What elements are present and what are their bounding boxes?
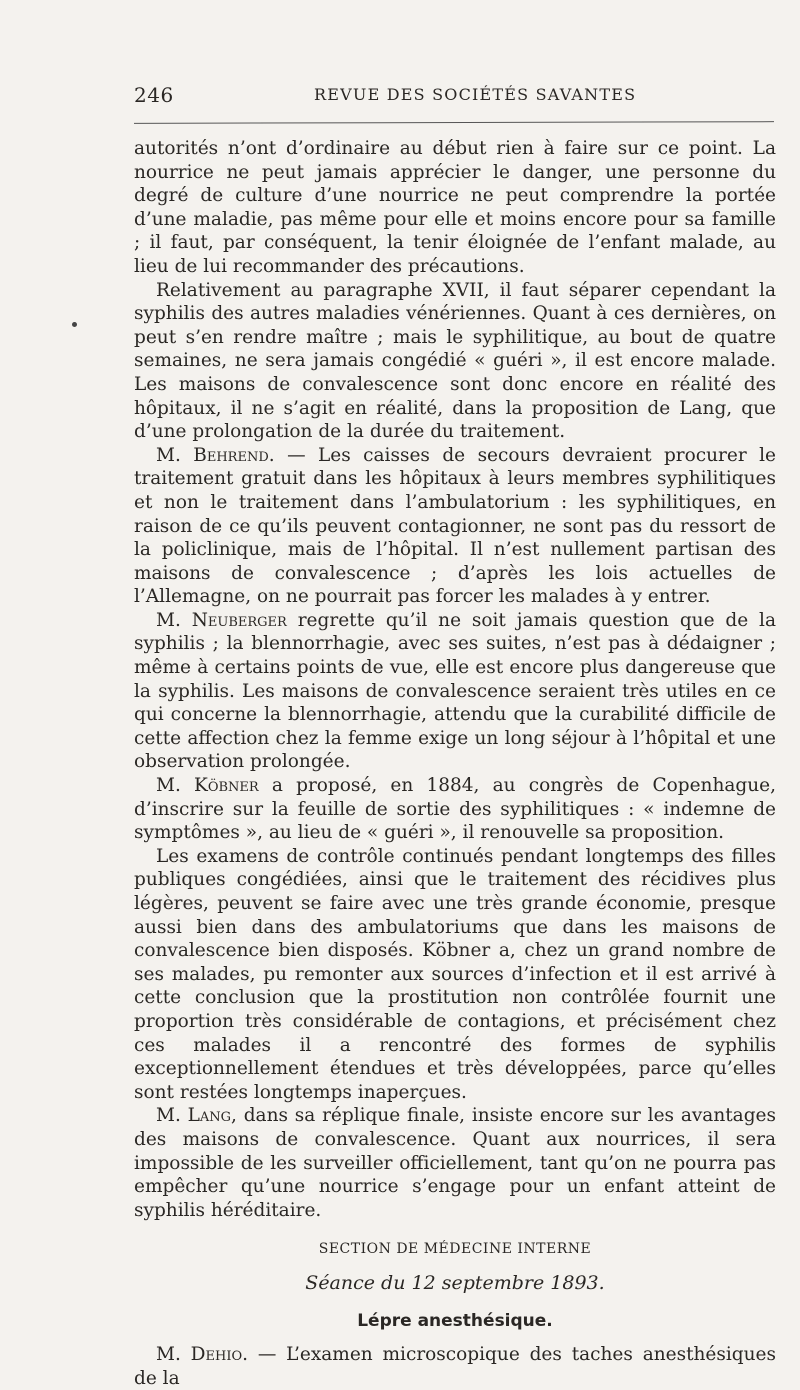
- paragraph-3: [134, 444, 776, 609]
- paragraph-2: Relativement au paragraphe XVII, il faut séparer cependant la syphilis des autres maladies vénériennes. Quant à ces dernières, on peut s’en rendre maître ; mais le syphilitique, au bout de quatre semaines, ne sera jamais congédié « guéri », il est encore malade. Les maisons de convalescence sont donc encore en réalité des hôpitaux, il ne s’agit en réalité, dans la proposition de Lang, que d’une prolongation de la durée du traitement.: [134, 279, 776, 443]
- header-rule: [134, 121, 774, 124]
- body-text: [134, 137, 776, 1390]
- session-date: Séance du 12 septembre 1893.: [305, 1271, 605, 1294]
- paragraph-text: . — Les caisses de secours devraient procurer le traitement gratuit dans les hôpitaux à leurs membres syphilitiques et non le traitement dans l’ambulatorium : les syphilitiques, en raison de ce qu’ils peuvent contagionner, ne sont pas du ressort de la policlinique, mais de l’hôpital. Il n’est nullement partisan des maisons de convalescence ; d’après les lois actuelles de l’Allemagne, on ne pourrait pas forcer les malades à y entrer.: [134, 444, 776, 608]
- subsection-title: Lépre anesthésique.: [357, 1310, 553, 1331]
- margin-dot: [72, 322, 77, 327]
- running-head: REVUE DES SOCIÉTÉS SAVANTES: [314, 85, 637, 104]
- paragraph-text: . — L’examen microscopique des taches anesthésiques de la: [134, 1344, 776, 1389]
- paragraph-8: [134, 1343, 776, 1390]
- paragraph-text: regrette qu’il ne soit jamais question que de la syphilis ; la blennorrhagie, avec ses suites, n’est pas à dédaigner ; même à certains points de vue, elle est encore plus dangereuse que la syphilis. Les maisons de convalescence seraient très utiles en ce qui concerne la blennorrhagie, attendu que la curabilité difficile de cette affection chez la femme exige un long séjour à l’hôpital et une observation prolongée.: [134, 609, 776, 773]
- section-title: SECTION DE MÉDECINE INTERNE: [318, 1241, 592, 1258]
- speaker-name: Köbner: [194, 775, 259, 797]
- speaker-name: Behrend: [193, 444, 269, 466]
- paragraph-6: Les examens de contrôle continués pendant longtemps des filles publiques congédiées, ainsi que le traitement des récidives plus légères, peuvent se faire avec une très grande économie, presque aussi bien dans des ambulatoriums que dans les maisons de convalescence bien disposés. Köbner a, chez un grand nombre de ses malades, pu remonter aux sources d’infection et il est arrivé à cette conclusion que la prostitution non contrôlée fournit une proportion très considérable de contagions, et précisément chez ces malades il a rencontré des formes de syphilis exceptionnellement étendues et très développées, parce qu’elles sont restées longtemps inaperçues.: [134, 845, 776, 1103]
- paragraph-1: autorités n’ont d’ordinaire au début rien à faire sur ce point. La nourrice ne peut jamais apprécier le danger, une personne du degré de culture d’une nourrice ne peut comprendre la portée d’une maladie, pas même pour elle et moins encore pour sa famille ; il faut, par conséquent, la tenir éloignée de l’enfant malade, au lieu de lui recommander des précautions.: [134, 138, 776, 277]
- speaker-name: Lang: [187, 1105, 232, 1127]
- speaker-prefix: M.: [156, 1105, 188, 1127]
- speaker-prefix: M.: [156, 609, 192, 631]
- paragraph-5: [134, 774, 776, 845]
- speaker-name: Neuberger: [191, 609, 287, 631]
- speaker-name: Dehio: [190, 1344, 243, 1366]
- paragraph-text: a proposé, en 1884, au congrès de Copenhague, d’inscrire sur la feuille de sortie des syphilitiques : « indemne de symptômes », au lieu de « guéri », il renouvelle sa proposition.: [134, 775, 776, 844]
- speaker-prefix: M.: [156, 1344, 191, 1366]
- page-number: 246: [134, 83, 174, 107]
- paragraph-4: [134, 609, 776, 774]
- speaker-prefix: M.: [156, 775, 195, 797]
- paragraph-7: [134, 1104, 776, 1222]
- paragraph-text: , dans sa réplique finale, insiste encore sur les avantages des maisons de convalescence. Quant aux nourrices, il sera impossible de les surveiller officiellement, tant qu’on ne pourra pas empêcher qu’une nourrice s’engage pour un enfant atteint de syphilis héréditaire.: [134, 1105, 776, 1221]
- page-header: [134, 83, 774, 113]
- speaker-prefix: M.: [156, 444, 194, 466]
